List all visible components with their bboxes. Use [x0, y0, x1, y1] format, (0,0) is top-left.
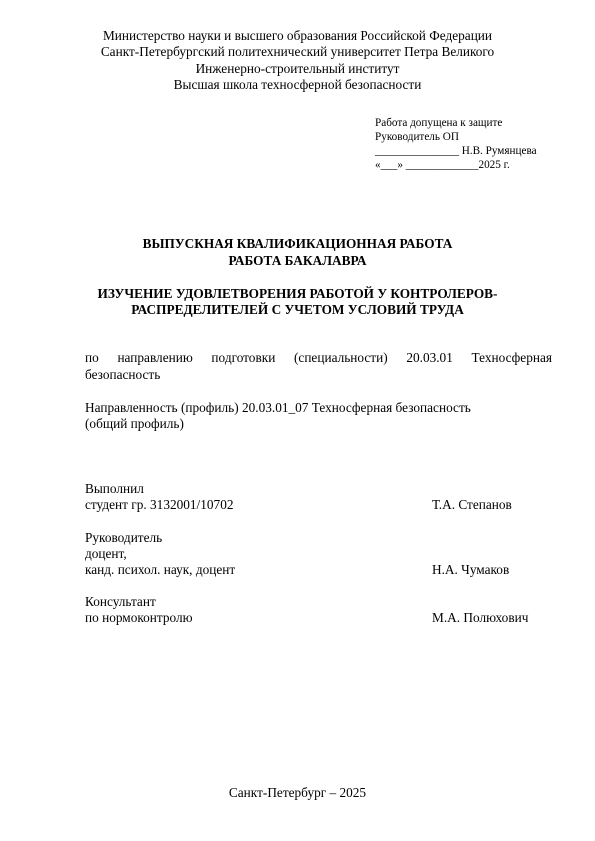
- topic-line-1: ИЗУЧЕНИЕ УДОВЛЕТВОРЕНИЯ РАБОТОЙ У КОНТРОЛЕРОВ-: [97, 286, 498, 301]
- supervisor-position-1: доцент,: [85, 546, 127, 561]
- topic-line-2: РАСПРЕДЕЛИТЕЛЕЙ С УЧЕТОМ УСЛОВИЙ ТРУДА: [131, 302, 464, 317]
- student-name: Т.А. Степанов: [432, 497, 512, 512]
- ministry-line: Министерство науки и высшего образования Российской Федерации: [102, 28, 493, 43]
- work-type-line-1: ВЫПУСКНАЯ КВАЛИФИКАЦИОННАЯ РАБОТА: [142, 236, 453, 251]
- supervisor-role: Руководитель: [85, 530, 163, 545]
- supervisor-position-2: канд. психол. наук, доцент: [85, 562, 236, 577]
- direction-line-1: по направлению подготовки (специальности) 20.03.01 Техносферная: [85, 350, 552, 365]
- consultant-role: Консультант: [85, 594, 156, 609]
- consultant-name: М.А. Полюхович: [432, 610, 529, 625]
- school-line: Высшая школа техносферной безопасности: [173, 77, 422, 92]
- approval-line-4: «___» _____________2025 г.: [375, 159, 510, 171]
- university-line: Санкт-Петербургский политехнический университет Петра Великого: [100, 44, 495, 59]
- supervisor-name: Н.А. Чумаков: [432, 562, 510, 577]
- direction-line-2: безопасность: [85, 367, 161, 382]
- institute-line: Инженерно-строительный институт: [195, 61, 400, 76]
- approval-line-1: Работа допущена к защите: [375, 117, 503, 129]
- profile-line-1: Направленность (профиль) 20.03.01_07 Техносферная безопасность: [85, 400, 471, 415]
- consultant-position: по нормоконтролю: [85, 610, 193, 625]
- work-type-line-2: РАБОТА БАКАЛАВРА: [228, 253, 367, 268]
- city-year: Санкт-Петербург – 2025: [228, 785, 367, 800]
- profile-line-2: (общий профиль): [85, 416, 184, 431]
- approval-line-2: Руководитель ОП: [375, 131, 459, 143]
- student-position: студент гр. 3132001/10702: [85, 497, 234, 512]
- approval-line-3: _______________ Н.В. Румянцева: [375, 145, 537, 157]
- student-role: Выполнил: [85, 481, 144, 496]
